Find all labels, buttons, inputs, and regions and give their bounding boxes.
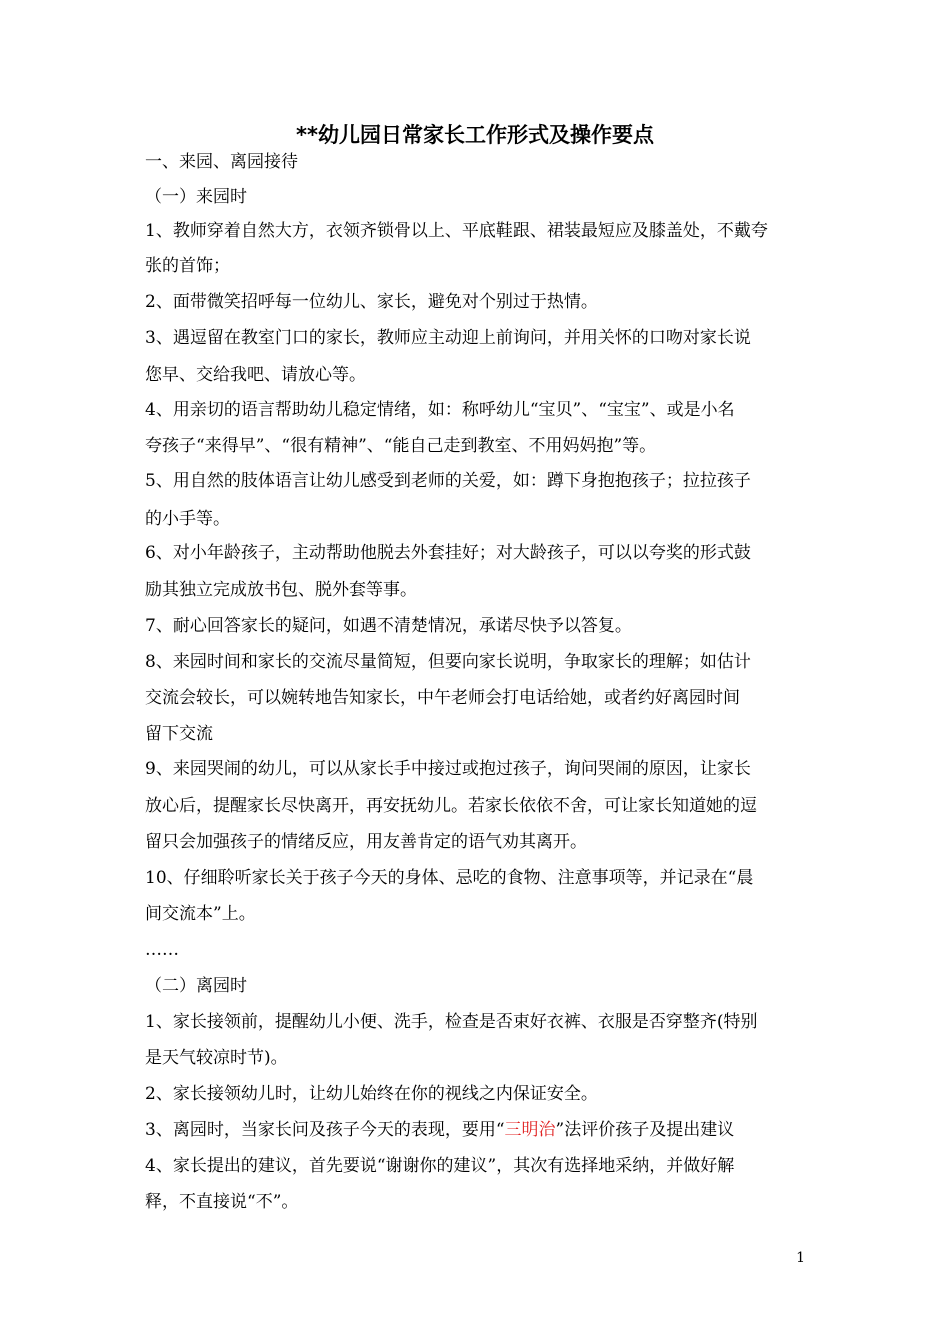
ellipsis: …… (145, 940, 179, 960)
paragraph-line: 2、家长接领幼儿时，让幼儿始终在你的视线之内保证安全。 (145, 1084, 598, 1104)
highlighted-term: 三明治 (504, 1120, 556, 1140)
paragraph-line: 间交流本”上。 (145, 904, 256, 924)
paragraph-line: 您早、交给我吧、请放心等。 (145, 365, 366, 385)
page-number: 1 (796, 1250, 805, 1266)
paragraph-line: 留只会加强孩子的情绪反应，用友善肯定的语气劝其离开。 (145, 832, 587, 852)
paragraph-line: 5、用自然的肢体语言让幼儿感受到老师的关爱，如：蹲下身抱抱孩子；拉拉孩子 (145, 471, 751, 491)
paragraph-line: 1、教师穿着自然大方，衣领齐锁骨以上、平底鞋跟、裙装最短应及膝盖处，不戴夸 (145, 221, 768, 241)
section-heading: 一、来园、离园接待 (145, 152, 298, 172)
paragraph-line: 4、家长提出的建议，首先要说“谢谢你的建议”，其次有选择地采纳，并做好解 (145, 1156, 735, 1176)
paragraph-line: 7、耐心回答家长的疑问，如遇不清楚情况，承诺尽快予以答复。 (145, 616, 632, 636)
paragraph-line: 10、仔细聆听家长关于孩子今天的身体、忌吃的食物、注意事项等，并记录在“晨 (145, 868, 754, 888)
paragraph-line: 9、来园哭闹的幼儿，可以从家长手中接过或抱过孩子，询问哭闹的原因，让家长 (145, 759, 751, 779)
paragraph-line: 是天气较凉时节)。 (145, 1048, 288, 1068)
paragraph-line: 1、家长接领前，提醒幼儿小便、洗手，检查是否束好衣裤、衣服是否穿整齐(特别 (145, 1012, 758, 1032)
paragraph-line: 3、遇逗留在教室门口的家长，教师应主动迎上前询问，并用关怀的口吻对家长说 (145, 328, 751, 348)
paragraph-line: 张的首饰； (145, 256, 230, 276)
paragraph-line: 留下交流 (145, 724, 213, 744)
paragraph-line: 交流会较长，可以婉转地告知家长，中午老师会打电话给她，或者约好离园时间 (145, 688, 740, 708)
paragraph-text: ”法评价孩子及提出建议 (555, 1120, 735, 1140)
paragraph-line: 8、来园时间和家长的交流尽量简短，但要向家长说明，争取家长的理解；如估计 (145, 652, 751, 672)
paragraph-line: 2、面带微笑招呼每一位幼儿、家长，避免对个别过于热情。 (145, 292, 598, 312)
paragraph-line: 6、对小年龄孩子，主动帮助他脱去外套挂好；对大龄孩子，可以以夸奖的形式鼓 (145, 543, 751, 563)
paragraph-line: 夸孩子“来得早”、“很有精神”、“能自己走到教室、不用妈妈抱”等。 (145, 436, 657, 456)
paragraph-line: 释，不直接说“不”。 (145, 1192, 299, 1212)
paragraph-line (145, 1118, 734, 1142)
subsection-heading: （二）离园时 (145, 976, 247, 996)
paragraph-line: 的小手等。 (145, 509, 230, 529)
paragraph-line: 放心后，提醒家长尽快离开，再安抚幼儿。若家长依依不舍，可让家长知道她的逗 (145, 796, 757, 816)
page-title: **幼儿园日常家长工作形式及操作要点 (296, 123, 654, 147)
paragraph-text: 3、离园时，当家长问及孩子今天的表现，要用“ (145, 1120, 505, 1140)
paragraph-line: 励其独立完成放书包、脱外套等事。 (145, 580, 417, 600)
subsection-heading: （一）来园时 (145, 187, 247, 207)
paragraph-line: 4、用亲切的语言帮助幼儿稳定情绪，如：称呼幼儿“宝贝”、“宝宝”、或是小名 (145, 400, 735, 420)
page-number-row (0, 1248, 950, 1268)
